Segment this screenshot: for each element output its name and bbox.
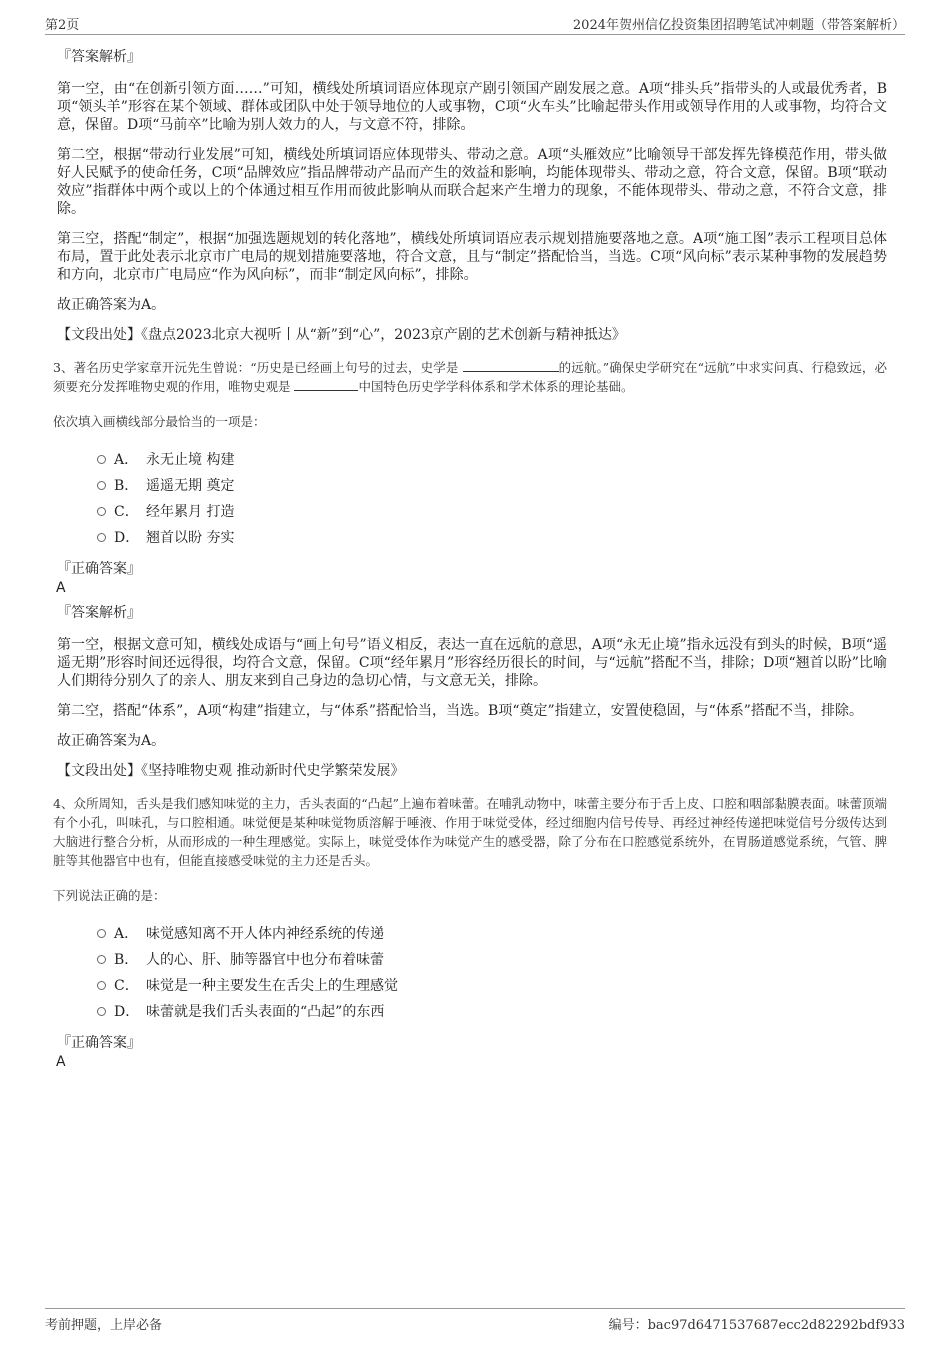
correct-answer-label: 『正确答案』 bbox=[57, 561, 141, 577]
conclusion-paragraph: 故正确答案为A。 bbox=[57, 733, 166, 749]
option-b[interactable]: B． 遥遥无期 奠定 bbox=[97, 472, 887, 498]
correct-answer-label: 『正确答案』 bbox=[57, 1035, 141, 1051]
question-3 bbox=[53, 358, 887, 780]
page-header bbox=[45, 14, 905, 35]
question-text: 4、众所周知，舌头是我们感知味觉的主力，舌头表面的“凸起”上遍布着味蕾。在哺乳动物中，味蕾主要分布于舌上皮、口腔和咽部黏膜表面。味蕾顶端有个小孔，叫味孔，与口腔相通。味觉便是某种味觉物质溶解于唾液、作用于味觉受体，经过细胞内信号传导、再经过神经传递把味觉信号分级传达到大脑进行整合分析，从而形成的一种生理感觉。实际上，味觉受体作为味觉产生的感受器，除了分布在口腔感觉系统外，在胃肠道感觉系统，气管、脾脏等其他器官中也有，但能直接感受味觉的主力还是舌头。 bbox=[53, 796, 887, 868]
document-id: 编号：bac97d6471537687ecc2d82292bdf933 bbox=[608, 1318, 905, 1333]
radio-icon[interactable] bbox=[97, 1007, 106, 1016]
analysis-paragraph: 第三空，搭配“制定”，根据“加强选题规划的转化落地”，横线处所填词语应表示规划措施要落地之意。A项“施工图”表示工程项目总体布局，置于此处表示北京市广电局的规划措施要落地，符合文意，且与“制定”搭配恰当，当选。C项“风向标”表示某种事物的发展趋势和方向，北京市广电局应“作为风向标”，而非“制定风向标”，排除。 bbox=[57, 231, 887, 283]
radio-icon[interactable] bbox=[97, 981, 106, 990]
option-a[interactable]: A． 永无止境 构建 bbox=[97, 446, 887, 472]
source-citation: 【文段出处】《坚持唯物史观 推动新时代史学繁荣发展》 bbox=[57, 763, 405, 779]
option-d[interactable]: D． 味蕾就是我们舌头表面的“凸起”的东西 bbox=[97, 998, 887, 1024]
page-footer bbox=[45, 1308, 905, 1331]
option-d[interactable]: D． 翘首以盼 夯实 bbox=[97, 524, 887, 550]
page-number: 第2页 bbox=[45, 18, 80, 33]
fill-blank-1 bbox=[463, 359, 559, 372]
question-4 bbox=[53, 794, 887, 1070]
radio-icon[interactable] bbox=[97, 455, 106, 464]
analysis-paragraph: 第一空，由“在创新引领方面……”可知，横线处所填词语应体现京产剧引领国产剧发展之意。A项“排头兵”指带头的人或最优秀者，B项“领头羊”形容在某个领域、群体或团队中处于领导地位的人或事物，C项“火车头”比喻起带头作用或领导作用的人或事物，均符合文意，保留。D项“马前卒”比喻为别人效力的人，与文意不符，排除。 bbox=[57, 81, 887, 133]
correct-answer-value: A bbox=[56, 1054, 66, 1070]
option-b[interactable]: B． 人的心、肝、肺等器官中也分布着味蕾 bbox=[97, 946, 887, 972]
document-title: 2024年贺州信亿投资集团招聘笔试冲刺题（带答案解析） bbox=[572, 18, 905, 33]
option-a[interactable]: A． 味觉感知离不开人体内神经系统的传递 bbox=[97, 920, 887, 946]
analysis-section-q2 bbox=[57, 46, 887, 344]
fill-blank-2 bbox=[294, 378, 358, 391]
source-citation: 【文段出处】《盘点2023北京大视听丨从“新”到“心”，2023京产剧的艺术创新与精神抵达》 bbox=[57, 327, 626, 343]
option-list bbox=[97, 446, 887, 550]
question-prompt: 下列说法正确的是： bbox=[53, 888, 166, 903]
analysis-label: 『答案解析』 bbox=[57, 605, 141, 621]
radio-icon[interactable] bbox=[97, 929, 106, 938]
option-c[interactable]: C． 味觉是一种主要发生在舌尖上的生理感觉 bbox=[97, 972, 887, 998]
analysis-paragraph: 第二空，根据“带动行业发展”可知，横线处所填词语应体现带头、带动之意。A项“头雁效应”比喻领导干部发挥先锋模范作用，带头做好人民赋予的使命任务，C项“品牌效应”指品牌带动产品而产生的效益和影响，均能体现带头、带动之意，符合文意，保留。B项“联动效应”指群体中两个或以上的个体通过相互作用而彼此影响从而联合起来产生增力的现象，不能体现带头、带动之意，不符合文意，排除。 bbox=[57, 147, 887, 217]
radio-icon[interactable] bbox=[97, 955, 106, 964]
option-list bbox=[97, 920, 887, 1024]
analysis-paragraph: 第二空，搭配“体系”，A项“构建”指建立，与“体系”搭配恰当，当选。B项“奠定”指建立，安置使稳固，与“体系”搭配不当，排除。 bbox=[57, 703, 863, 719]
radio-icon[interactable] bbox=[97, 533, 106, 542]
radio-icon[interactable] bbox=[97, 481, 106, 490]
analysis-label: 『答案解析』 bbox=[57, 49, 141, 65]
footer-slogan: 考前押题，上岸必备 bbox=[45, 1318, 163, 1333]
radio-icon[interactable] bbox=[97, 507, 106, 516]
question-prompt: 依次填入画横线部分最恰当的一项是： bbox=[53, 414, 266, 429]
question-text: 3、著名历史学家章开沅先生曾说：“历史是已经画上句号的过去，史学是 的远航。”确保史学研究在“远航”中求实问真、行稳致远，必须要充分发挥唯物史观的作用，唯物史观是 中国特色历史学学科体系和学术体系的理论基础。 bbox=[53, 360, 887, 394]
analysis-paragraph: 第一空，根据文意可知，横线处成语与“画上句号”语义相反，表达一直在远航的意思，A项“永无止境”指永远没有到头的时候，B项“遥遥无期”形容时间还远得很，均符合文意，保留。C项“经年累月”形容经历很长的时间，与“远航”搭配不当，排除；D项“翘首以盼”比喻人们期待分别久了的亲人、朋友来到自己身边的急切心情，与文意无关，排除。 bbox=[57, 637, 887, 689]
option-c[interactable]: C． 经年累月 打造 bbox=[97, 498, 887, 524]
page-content bbox=[53, 46, 887, 1074]
conclusion-paragraph: 故正确答案为A。 bbox=[57, 297, 166, 313]
correct-answer-value: A bbox=[56, 580, 66, 596]
